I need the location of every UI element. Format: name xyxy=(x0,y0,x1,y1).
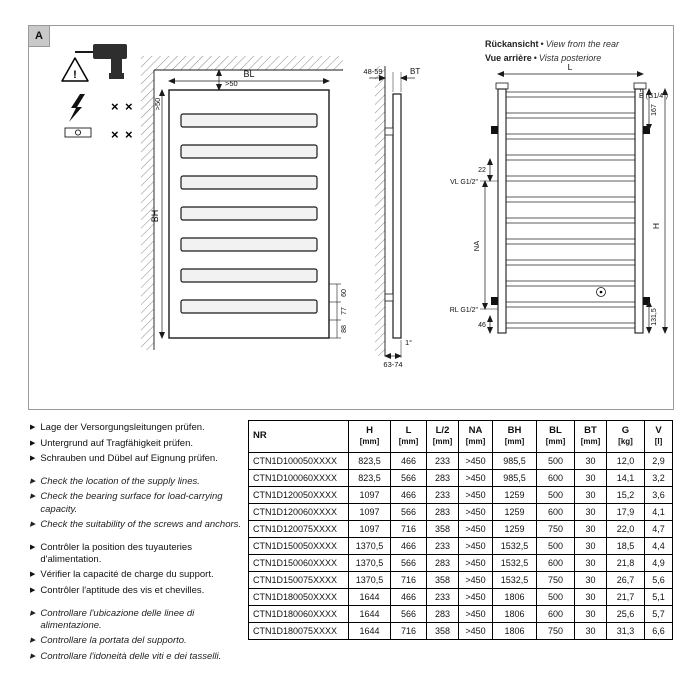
value-cell: 466 xyxy=(391,487,427,504)
triangle-bullet-icon: ▶ xyxy=(30,493,36,501)
value-cell: 600 xyxy=(537,555,575,572)
value-cell: >450 xyxy=(459,521,493,538)
value-cell: >450 xyxy=(459,623,493,640)
column-header: L/2 [mm] xyxy=(427,421,459,453)
value-cell: 283 xyxy=(427,606,459,623)
table-row xyxy=(249,487,673,504)
radiator-slat xyxy=(181,176,317,189)
model-number-cell: CTN1D100060XXXX xyxy=(249,470,349,487)
model-number-cell: CTN1D120075XXXX xyxy=(249,521,349,538)
caption-line-2 xyxy=(485,52,673,66)
table-row xyxy=(249,453,673,470)
value-cell: 1370,5 xyxy=(349,538,391,555)
rung xyxy=(506,197,635,202)
rung xyxy=(506,323,635,328)
value-cell: 30 xyxy=(575,589,607,606)
value-cell: 1370,5 xyxy=(349,555,391,572)
caption-line-1 xyxy=(485,38,673,52)
dim-label-h: H xyxy=(651,222,661,230)
value-cell: 600 xyxy=(537,606,575,623)
mounting-bracket xyxy=(491,297,498,305)
column-header: NR xyxy=(249,421,349,453)
value-cell: 1806 xyxy=(493,606,537,623)
triangle-bullet-icon: ▶ xyxy=(30,455,36,463)
instruction-item xyxy=(30,608,244,633)
value-cell: 22,0 xyxy=(607,521,645,538)
value-cell: 3,2 xyxy=(645,470,673,487)
value-cell: 30 xyxy=(575,504,607,521)
instruction-text: Vérifier la capacité de charge du support. xyxy=(40,569,214,581)
instruction-item xyxy=(30,651,244,664)
value-cell: 233 xyxy=(427,487,459,504)
spec-table xyxy=(248,420,673,640)
value-cell: 1259 xyxy=(493,487,537,504)
value-cell: 30 xyxy=(575,487,607,504)
exclamation-glyph: ! xyxy=(73,69,77,81)
value-cell: 600 xyxy=(537,470,575,487)
value-cell: 5,7 xyxy=(645,606,673,623)
cross-mark-icon: × xyxy=(111,99,119,114)
spec-table-header-row xyxy=(249,421,673,453)
instruction-text: Contrôler l'aptitude des vis et chevilles. xyxy=(40,584,205,596)
value-cell: 823,5 xyxy=(349,453,391,470)
value-cell: 1097 xyxy=(349,487,391,504)
right-tube xyxy=(635,89,643,333)
value-cell: >450 xyxy=(459,606,493,623)
triangle-bullet-icon: ▶ xyxy=(30,586,36,594)
dim-label-bl: BL xyxy=(243,69,255,79)
value-cell: 233 xyxy=(427,589,459,606)
instruction-text: Controllare l'idoneità delle viti e dei tasselli. xyxy=(40,650,222,662)
rung xyxy=(506,113,635,118)
value-cell: 716 xyxy=(391,521,427,538)
column-header: G [kg] xyxy=(607,421,645,453)
triangle-bullet-icon: ▶ xyxy=(30,543,36,551)
triangle-bullet-icon: ▶ xyxy=(30,637,36,645)
rung xyxy=(506,92,635,97)
value-cell: 985,5 xyxy=(493,453,537,470)
instruction-item xyxy=(30,491,244,516)
rung xyxy=(506,302,635,307)
value-cell: 6,6 xyxy=(645,623,673,640)
triangle-bullet-icon: ▶ xyxy=(30,652,36,660)
radiator-slat xyxy=(181,238,317,251)
triangle-bullet-icon: ▶ xyxy=(30,571,36,579)
instruction-item xyxy=(30,519,244,532)
dim-label-clearance-top: >50 xyxy=(225,79,238,88)
wall-hatch-top xyxy=(141,56,343,70)
instruction-text: Lage der Versorgungsleitungen prüfen. xyxy=(40,422,205,433)
model-number-cell: CTN1D150050XXXX xyxy=(249,538,349,555)
dim-label-l: L xyxy=(567,62,573,72)
dim-label-wall-gap: 48-59 xyxy=(363,67,383,76)
instructions-panel xyxy=(30,422,244,673)
spec-table-body xyxy=(249,453,673,640)
value-cell: 358 xyxy=(427,521,459,538)
value-cell: 1644 xyxy=(349,589,391,606)
value-cell: 1806 xyxy=(493,623,537,640)
dim-label-rl: RL G1/2" xyxy=(449,307,478,314)
value-cell: >450 xyxy=(459,589,493,606)
value-cell: 466 xyxy=(391,589,427,606)
wall-bracket xyxy=(385,294,393,301)
instruction-item xyxy=(30,453,244,466)
value-cell: 1097 xyxy=(349,504,391,521)
table-row xyxy=(249,521,673,538)
triangle-bullet-icon: ▶ xyxy=(30,609,36,617)
value-cell: 358 xyxy=(427,572,459,589)
value-cell: 1532,5 xyxy=(493,555,537,572)
value-cell: 17,9 xyxy=(607,504,645,521)
value-cell: 500 xyxy=(537,589,575,606)
value-cell: >450 xyxy=(459,487,493,504)
instructions-german xyxy=(30,422,244,466)
installation-diagram-panel xyxy=(28,25,674,410)
caption-de: Rückansicht xyxy=(485,39,539,49)
supply-lines-icon xyxy=(69,94,85,122)
instruction-item xyxy=(30,635,244,648)
value-cell: 14,1 xyxy=(607,470,645,487)
value-cell: 21,8 xyxy=(607,555,645,572)
table-row xyxy=(249,470,673,487)
table-row xyxy=(249,623,673,640)
warning-triangle-icon xyxy=(62,58,88,81)
value-cell: >450 xyxy=(459,538,493,555)
instruction-text: Contrôler la position des tuyauteries d'alimentation. xyxy=(40,541,192,565)
value-cell: 1806 xyxy=(493,589,537,606)
dim-label-bh: BH xyxy=(150,209,160,223)
value-cell: 30 xyxy=(575,623,607,640)
instruction-item xyxy=(30,542,244,567)
value-cell: >450 xyxy=(459,453,493,470)
tube-cap xyxy=(634,83,646,89)
dim-label-na: NA xyxy=(472,240,481,252)
caption-fr: Vue arrière xyxy=(485,52,532,63)
wall-hatch-side xyxy=(375,66,385,356)
instruction-item xyxy=(30,438,244,451)
dim-label-77: 77 xyxy=(341,307,348,315)
dim-label-22: 22 xyxy=(478,167,486,174)
value-cell: 4,7 xyxy=(645,521,673,538)
value-cell: 4,4 xyxy=(645,538,673,555)
radiator-slat xyxy=(181,300,317,313)
radiator-slat xyxy=(181,145,317,158)
value-cell: 4,1 xyxy=(645,504,673,521)
dim-label-167: 167 xyxy=(651,104,658,116)
value-cell: 500 xyxy=(537,487,575,504)
instruction-item xyxy=(30,569,244,582)
value-cell: 21,7 xyxy=(607,589,645,606)
instruction-text: Check the location of the supply lines. xyxy=(40,475,200,487)
dim-label-vl: VL G1/2" xyxy=(450,179,478,186)
radiator-slat xyxy=(181,207,317,220)
technical-drawing xyxy=(29,26,675,411)
rung xyxy=(506,134,635,139)
table-row xyxy=(249,538,673,555)
value-cell: >450 xyxy=(459,555,493,572)
column-header: H [mm] xyxy=(349,421,391,453)
value-cell: 15,2 xyxy=(607,487,645,504)
value-cell: >450 xyxy=(459,470,493,487)
left-tube xyxy=(498,89,506,333)
model-number-cell: CTN1D120050XXXX xyxy=(249,487,349,504)
value-cell: 600 xyxy=(537,504,575,521)
value-cell: 30 xyxy=(575,572,607,589)
instructions-italian xyxy=(30,608,244,664)
column-header: L [mm] xyxy=(391,421,427,453)
dim-label-angle: 1° xyxy=(405,338,413,347)
cross-mark-icon: × xyxy=(111,127,119,142)
value-cell: 1532,5 xyxy=(493,538,537,555)
instruction-text: Controllare l'ubicazione delle linee di alimentazione. xyxy=(40,607,195,631)
triangle-bullet-icon: ▶ xyxy=(30,424,36,431)
value-cell: 26,7 xyxy=(607,572,645,589)
value-cell: 1644 xyxy=(349,606,391,623)
value-cell: 25,6 xyxy=(607,606,645,623)
model-number-cell: CTN1D180075XXXX xyxy=(249,623,349,640)
radiator-slat xyxy=(181,114,317,127)
instructions-french xyxy=(30,542,244,598)
model-number-cell: CTN1D180050XXXX xyxy=(249,589,349,606)
value-cell: 5,6 xyxy=(645,572,673,589)
dim-label-88: 88 xyxy=(341,325,348,333)
rung xyxy=(506,239,635,244)
section-label: A xyxy=(28,25,50,47)
value-cell: 5,1 xyxy=(645,589,673,606)
caption-separator: • xyxy=(540,39,544,49)
value-cell: 1644 xyxy=(349,623,391,640)
value-cell: 566 xyxy=(391,606,427,623)
level-tool-icon xyxy=(65,128,91,137)
instruction-text: Schrauben und Dübel auf Eignung prüfen. xyxy=(40,453,218,465)
model-number-cell: CTN1D180060XXXX xyxy=(249,606,349,623)
value-cell: 985,5 xyxy=(493,470,537,487)
instructions-english xyxy=(30,476,244,532)
radiator-side-profile xyxy=(393,94,401,338)
model-number-cell: CTN1D150075XXXX xyxy=(249,572,349,589)
value-cell: 31,3 xyxy=(607,623,645,640)
value-cell: 30 xyxy=(575,470,607,487)
value-cell: 30 xyxy=(575,521,607,538)
column-header: BT [mm] xyxy=(575,421,607,453)
value-cell: 1532,5 xyxy=(493,572,537,589)
radiator-slat xyxy=(181,269,317,282)
value-cell: 233 xyxy=(427,453,459,470)
instruction-text: Check the suitability of the screws and anchors. xyxy=(40,519,242,531)
value-cell: 3,6 xyxy=(645,487,673,504)
triangle-bullet-icon: ▶ xyxy=(30,439,36,447)
value-cell: 30 xyxy=(575,453,607,470)
instruction-text: Untergrund auf Tragfähigkeit prüfen. xyxy=(40,437,194,449)
column-header: BH [mm] xyxy=(493,421,537,453)
dim-label-60: 60 xyxy=(341,289,348,297)
value-cell: 466 xyxy=(391,538,427,555)
instruction-item xyxy=(30,422,244,435)
value-cell: 30 xyxy=(575,606,607,623)
caption-en: View from the rear xyxy=(545,39,620,49)
value-cell: 500 xyxy=(537,453,575,470)
value-cell: 12,0 xyxy=(607,453,645,470)
tube-cap xyxy=(496,83,508,89)
model-number-cell: CTN1D120060XXXX xyxy=(249,504,349,521)
side-view xyxy=(363,66,420,369)
value-cell: 283 xyxy=(427,470,459,487)
cross-mark-icon: × xyxy=(125,127,133,142)
value-cell: 500 xyxy=(537,538,575,555)
caption-separator: • xyxy=(533,52,537,63)
dim-label-bt: BT xyxy=(410,67,421,76)
dim-label-e: E (G1/4") xyxy=(639,93,668,100)
table-row xyxy=(249,504,673,521)
value-cell: 566 xyxy=(391,555,427,572)
value-cell: 18,5 xyxy=(607,538,645,555)
instruction-text: Controllare la portata del supporto. xyxy=(40,635,187,647)
lower-section xyxy=(30,420,674,680)
value-cell: >450 xyxy=(459,504,493,521)
column-header: NA [mm] xyxy=(459,421,493,453)
value-cell: 750 xyxy=(537,572,575,589)
rung xyxy=(506,281,635,286)
rear-view-caption xyxy=(485,38,673,66)
rung xyxy=(506,155,635,160)
value-cell: 30 xyxy=(575,555,607,572)
value-cell: 233 xyxy=(427,538,459,555)
dim-label-131-5: 131,5 xyxy=(651,308,658,326)
column-header: BL [mm] xyxy=(537,421,575,453)
triangle-bullet-icon: ▶ xyxy=(30,521,36,529)
rung xyxy=(506,260,635,265)
value-cell: 716 xyxy=(391,623,427,640)
value-cell: 750 xyxy=(537,623,575,640)
table-row xyxy=(249,589,673,606)
value-cell: 30 xyxy=(575,538,607,555)
instruction-item xyxy=(30,476,244,489)
front-view xyxy=(141,56,348,350)
dim-label-46: 46 xyxy=(478,322,486,329)
value-cell: 1097 xyxy=(349,521,391,538)
value-cell: 1370,5 xyxy=(349,572,391,589)
instruction-text: Check the bearing surface for load-carrying capacity. xyxy=(40,491,223,515)
mounting-bracket xyxy=(491,126,498,134)
rung xyxy=(506,176,635,181)
column-header: V [l] xyxy=(645,421,673,453)
rung xyxy=(506,218,635,223)
triangle-bullet-icon: ▶ xyxy=(30,477,36,485)
value-cell: 1259 xyxy=(493,504,537,521)
caption-it: Vista posteriore xyxy=(538,52,602,63)
table-row xyxy=(249,572,673,589)
wall-bracket xyxy=(385,128,393,135)
value-cell: 2,9 xyxy=(645,453,673,470)
table-row xyxy=(249,555,673,572)
value-cell: 716 xyxy=(391,572,427,589)
table-row xyxy=(249,606,673,623)
model-number-cell: CTN1D150060XXXX xyxy=(249,555,349,572)
value-cell: 358 xyxy=(427,623,459,640)
vent-valve-dot xyxy=(600,291,603,294)
value-cell: 566 xyxy=(391,504,427,521)
value-cell: 283 xyxy=(427,504,459,521)
value-cell: 466 xyxy=(391,453,427,470)
dim-label-clearance-side: >50 xyxy=(153,97,162,111)
value-cell: >450 xyxy=(459,572,493,589)
value-cell: 823,5 xyxy=(349,470,391,487)
dim-label-bottom-gap: 63-74 xyxy=(383,360,403,369)
value-cell: 566 xyxy=(391,470,427,487)
value-cell: 4,9 xyxy=(645,555,673,572)
cross-mark-icon: × xyxy=(125,99,133,114)
value-cell: 283 xyxy=(427,555,459,572)
instruction-item xyxy=(30,585,244,598)
rear-view xyxy=(450,62,668,333)
value-cell: 750 xyxy=(537,521,575,538)
model-number-cell: CTN1D100050XXXX xyxy=(249,453,349,470)
value-cell: 1259 xyxy=(493,521,537,538)
